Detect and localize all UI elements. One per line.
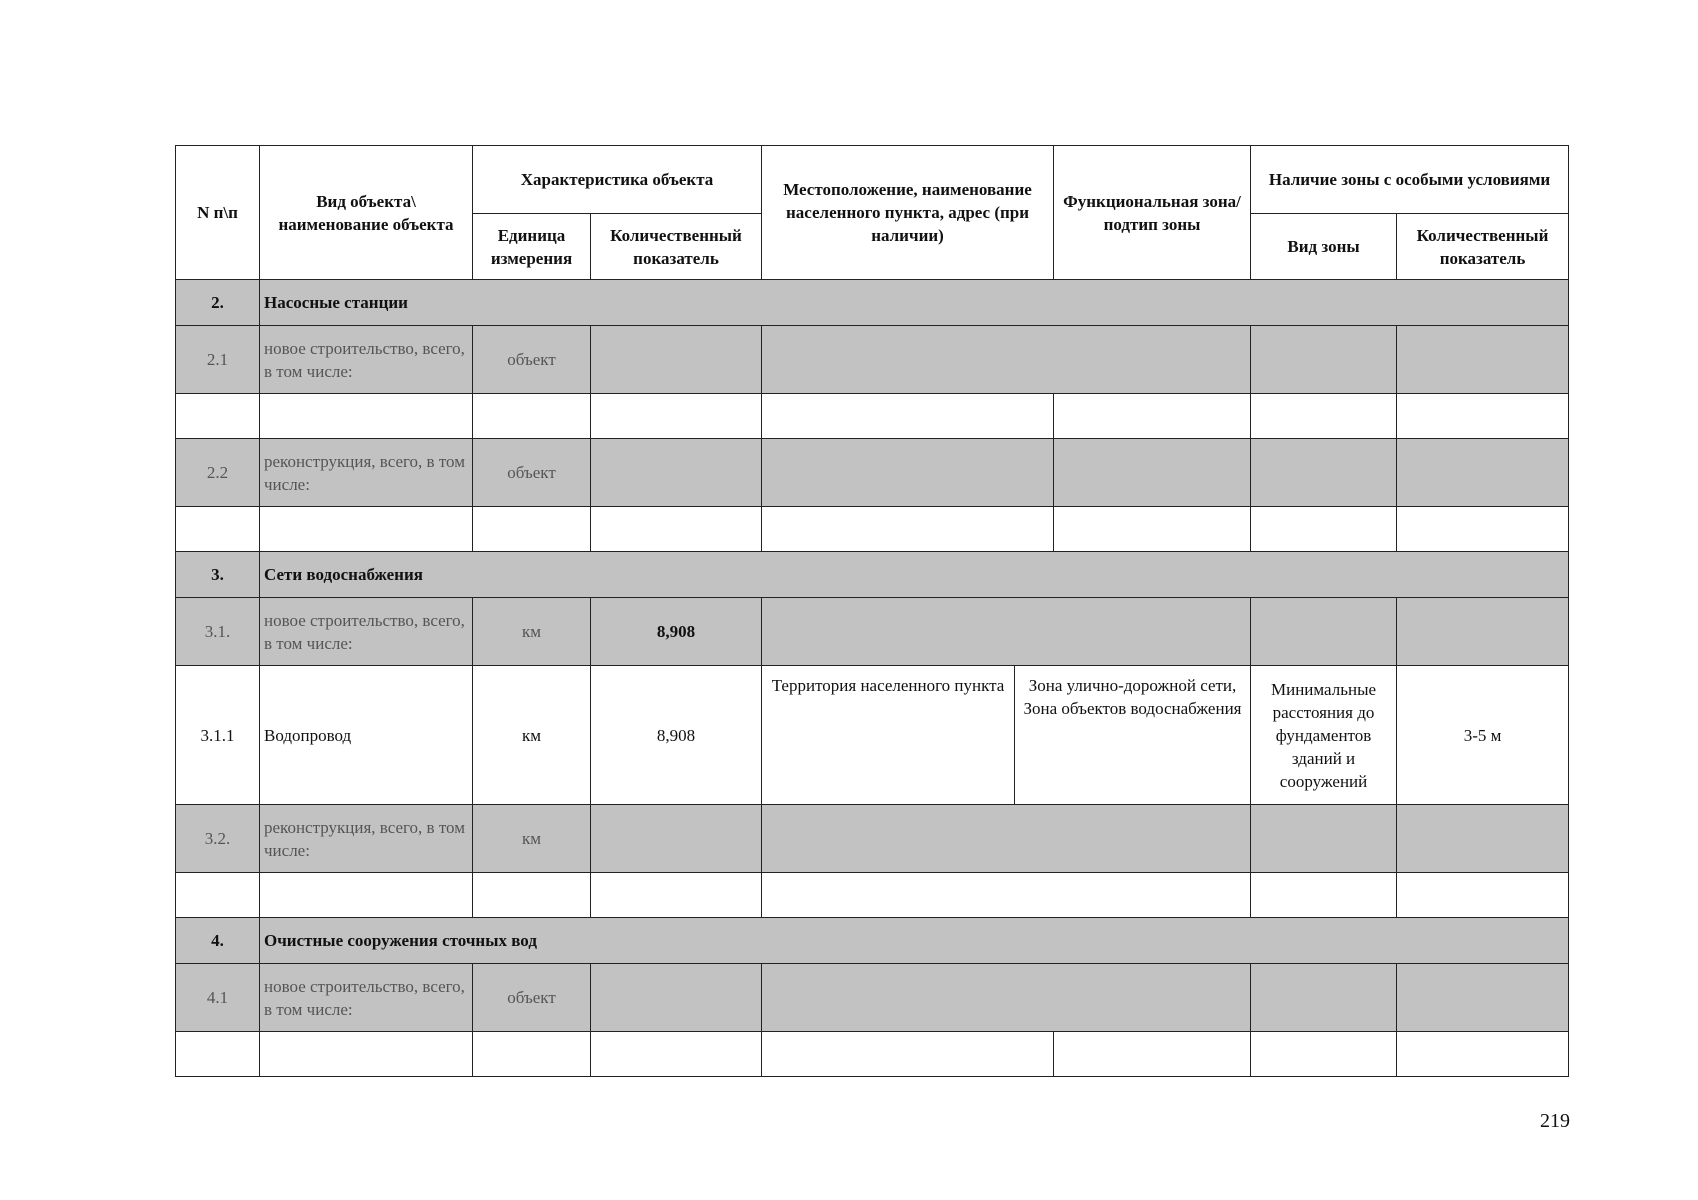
- row-quantity: [591, 326, 762, 394]
- row-zone-type: [1251, 598, 1397, 666]
- table-row-3-2: [176, 805, 1569, 873]
- row-location-zone: [762, 666, 1251, 805]
- row-num: 2.: [176, 280, 260, 326]
- row-location: Территория населенного пункта: [762, 666, 1015, 804]
- table-row-3-1-1: [176, 666, 1569, 805]
- row-num: 2.1: [176, 326, 260, 394]
- header-special-zone: Наличие зоны с особыми условиями: [1251, 146, 1569, 214]
- section-title: Насосные станции: [260, 280, 1569, 326]
- row-num: 4.1: [176, 964, 260, 1032]
- row-quantity: 8,908: [591, 666, 762, 805]
- row-name: Водопровод: [260, 666, 473, 805]
- row-zone-quantity: 3-5 м: [1397, 666, 1569, 805]
- row-location: [762, 598, 1251, 666]
- row-location: [762, 964, 1251, 1032]
- table-row-empty: [176, 507, 1569, 552]
- row-unit: км: [473, 666, 591, 805]
- row-location: [762, 439, 1054, 507]
- table-row-empty: [176, 394, 1569, 439]
- row-location: [762, 805, 1251, 873]
- row-zone-quantity: [1397, 964, 1569, 1032]
- row-name: новое строительство, всего, в том числе:: [260, 326, 473, 394]
- row-quantity: 8,908: [591, 598, 762, 666]
- row-name: реконструкция, всего, в том числе:: [260, 805, 473, 873]
- row-unit: км: [473, 805, 591, 873]
- row-func-zone: Зона улично-дорожной сети, Зона объектов водоснабжения: [1023, 676, 1242, 718]
- table-row-section-3: [176, 552, 1569, 598]
- row-num: 3.2.: [176, 805, 260, 873]
- section-title: Сети водоснабжения: [260, 552, 1569, 598]
- row-func-zone: [1054, 439, 1251, 507]
- header-num: N п\п: [176, 146, 260, 280]
- page-number: 219: [1540, 1110, 1570, 1132]
- table-row-2-2: [176, 439, 1569, 507]
- row-unit: объект: [473, 439, 591, 507]
- row-num: 3.1.1: [176, 666, 260, 805]
- row-quantity: [591, 805, 762, 873]
- row-num: 3.1.: [176, 598, 260, 666]
- table-row-empty: [176, 873, 1569, 918]
- row-unit: объект: [473, 964, 591, 1032]
- row-name: новое строительство, всего, в том числе:: [260, 598, 473, 666]
- row-zone-type: [1251, 964, 1397, 1032]
- table-header-row-1: [176, 146, 1569, 214]
- header-quantity: Количественный показатель: [591, 214, 762, 280]
- header-func-zone: Функциональная зона/ подтип зоны: [1054, 146, 1251, 280]
- header-zone-quantity: Количественный показатель: [1397, 214, 1569, 280]
- table-row-section-4: [176, 918, 1569, 964]
- row-quantity: [591, 964, 762, 1032]
- table-row-2-1: [176, 326, 1569, 394]
- table-row-section-2: [176, 280, 1569, 326]
- header-name: Вид объекта\ наименование объекта: [260, 146, 473, 280]
- header-zone-type: Вид зоны: [1251, 214, 1397, 280]
- row-zone-type: Минимальные расстояния до фундаментов зданий и сооружений: [1251, 666, 1397, 805]
- header-characteristic: Характеристика объекта: [473, 146, 762, 214]
- table-row-4-1: [176, 964, 1569, 1032]
- row-zone-quantity: [1397, 805, 1569, 873]
- row-quantity: [591, 439, 762, 507]
- row-name: новое строительство, всего, в том числе:: [260, 964, 473, 1032]
- row-zone-quantity: [1397, 439, 1569, 507]
- row-zone-type: [1251, 439, 1397, 507]
- row-num: 2.2: [176, 439, 260, 507]
- section-title: Очистные сооружения сточных вод: [260, 918, 1569, 964]
- row-num: 4.: [176, 918, 260, 964]
- row-unit: объект: [473, 326, 591, 394]
- header-unit: Единица измерения: [473, 214, 591, 280]
- table-row-empty: [176, 1032, 1569, 1077]
- objects-table: [175, 145, 1569, 1077]
- row-zone-quantity: [1397, 598, 1569, 666]
- row-num: 3.: [176, 552, 260, 598]
- row-unit: км: [473, 598, 591, 666]
- row-zone-type: [1251, 805, 1397, 873]
- table-row-3-1: [176, 598, 1569, 666]
- row-zone-quantity: [1397, 326, 1569, 394]
- row-location: [762, 326, 1251, 394]
- row-zone-type: [1251, 326, 1397, 394]
- header-location: Местоположение, наименование населенного пункта, адрес (при наличии): [762, 146, 1054, 280]
- row-name: реконструкция, всего, в том числе:: [260, 439, 473, 507]
